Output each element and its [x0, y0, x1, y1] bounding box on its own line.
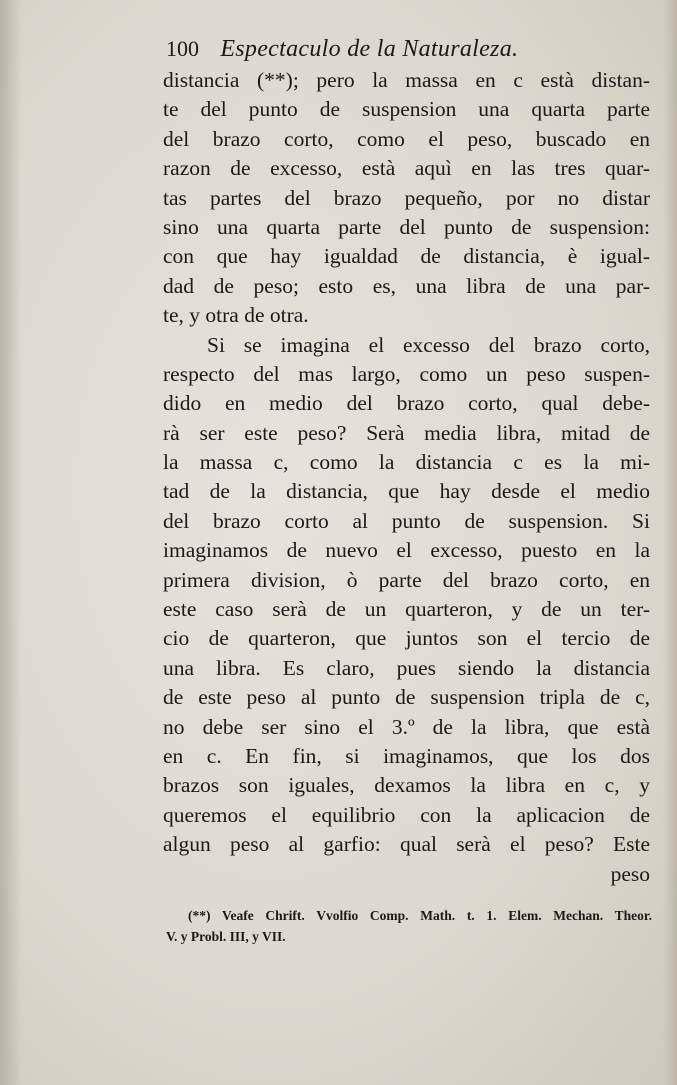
text-line: este caso serà de un quarteron, y de un ter-: [163, 597, 650, 622]
text-line: en c. En fin, si imaginamos, que los dos: [163, 743, 650, 768]
text-line: del brazo corto, como el peso, buscado en: [163, 126, 650, 151]
text-line: te, y otra de otra.: [163, 303, 309, 328]
text-line: brazos son iguales, dexamos la libra en c, y: [163, 773, 650, 798]
text-line: de este peso al punto de suspension tripla de c,: [163, 685, 650, 710]
text-line: dido en medio del brazo corto, qual debe-: [163, 391, 650, 416]
text-line: primera division, ò parte del brazo corto, en: [163, 567, 650, 592]
text-line: algun peso al garfio: qual serà el peso? Este: [163, 832, 650, 857]
text-line: la massa c, como la distancia c es la mi-: [163, 450, 650, 475]
text-line: dad de peso; esto es, una libra de una par-: [163, 273, 650, 298]
page-gutter-shadow: [0, 0, 22, 1085]
text-line: tad de la distancia, que hay desde el medio: [163, 479, 650, 504]
running-head-title: Espectaculo de la Naturaleza.: [220, 36, 519, 62]
text-line: razon de excesso, està aquì en las tres quar-: [163, 156, 650, 181]
text-line: Si se imagina el excesso del brazo corto,: [207, 332, 650, 357]
text-line: cio de quarteron, que juntos son el tercio de: [163, 626, 650, 651]
footnote-line: (**) Veafe Chrift. Vvolfio Comp. Math. t. 1. Elem. Mechan. Theor.: [188, 908, 652, 923]
text-line: no debe ser sino el 3.º de la libra, que està: [163, 714, 650, 739]
text-line: te del punto de suspension una quarta parte: [163, 97, 650, 122]
footnote-line: V. y Probl. III, y VII.: [166, 929, 286, 944]
page-edge-shadow: [663, 0, 677, 1085]
text-line: imaginamos de nuevo el excesso, puesto en la: [163, 538, 650, 563]
text-line: con que hay igualdad de distancia, è igual-: [163, 244, 650, 269]
page-number: 100: [166, 36, 199, 61]
text-line: una libra. Es claro, pues siendo la distancia: [163, 655, 650, 680]
catchword: peso: [610, 861, 650, 886]
text-line: sino una quarta parte del punto de suspension:: [163, 214, 650, 239]
body-text: [163, 66, 650, 889]
text-line: queremos el equilibrio con la aplicacion de: [163, 802, 650, 827]
text-line: respecto del mas largo, como un peso suspen-: [163, 361, 650, 386]
footnote: [166, 905, 652, 947]
text-line: tas partes del brazo pequeño, por no distar: [163, 185, 650, 210]
running-head: [166, 36, 518, 63]
text-line: del brazo corto al punto de suspension. Si: [163, 508, 650, 533]
text-line: distancia (**); pero la massa en c està distan-: [163, 68, 650, 92]
text-line: rà ser este peso? Serà media libra, mitad de: [163, 420, 650, 445]
